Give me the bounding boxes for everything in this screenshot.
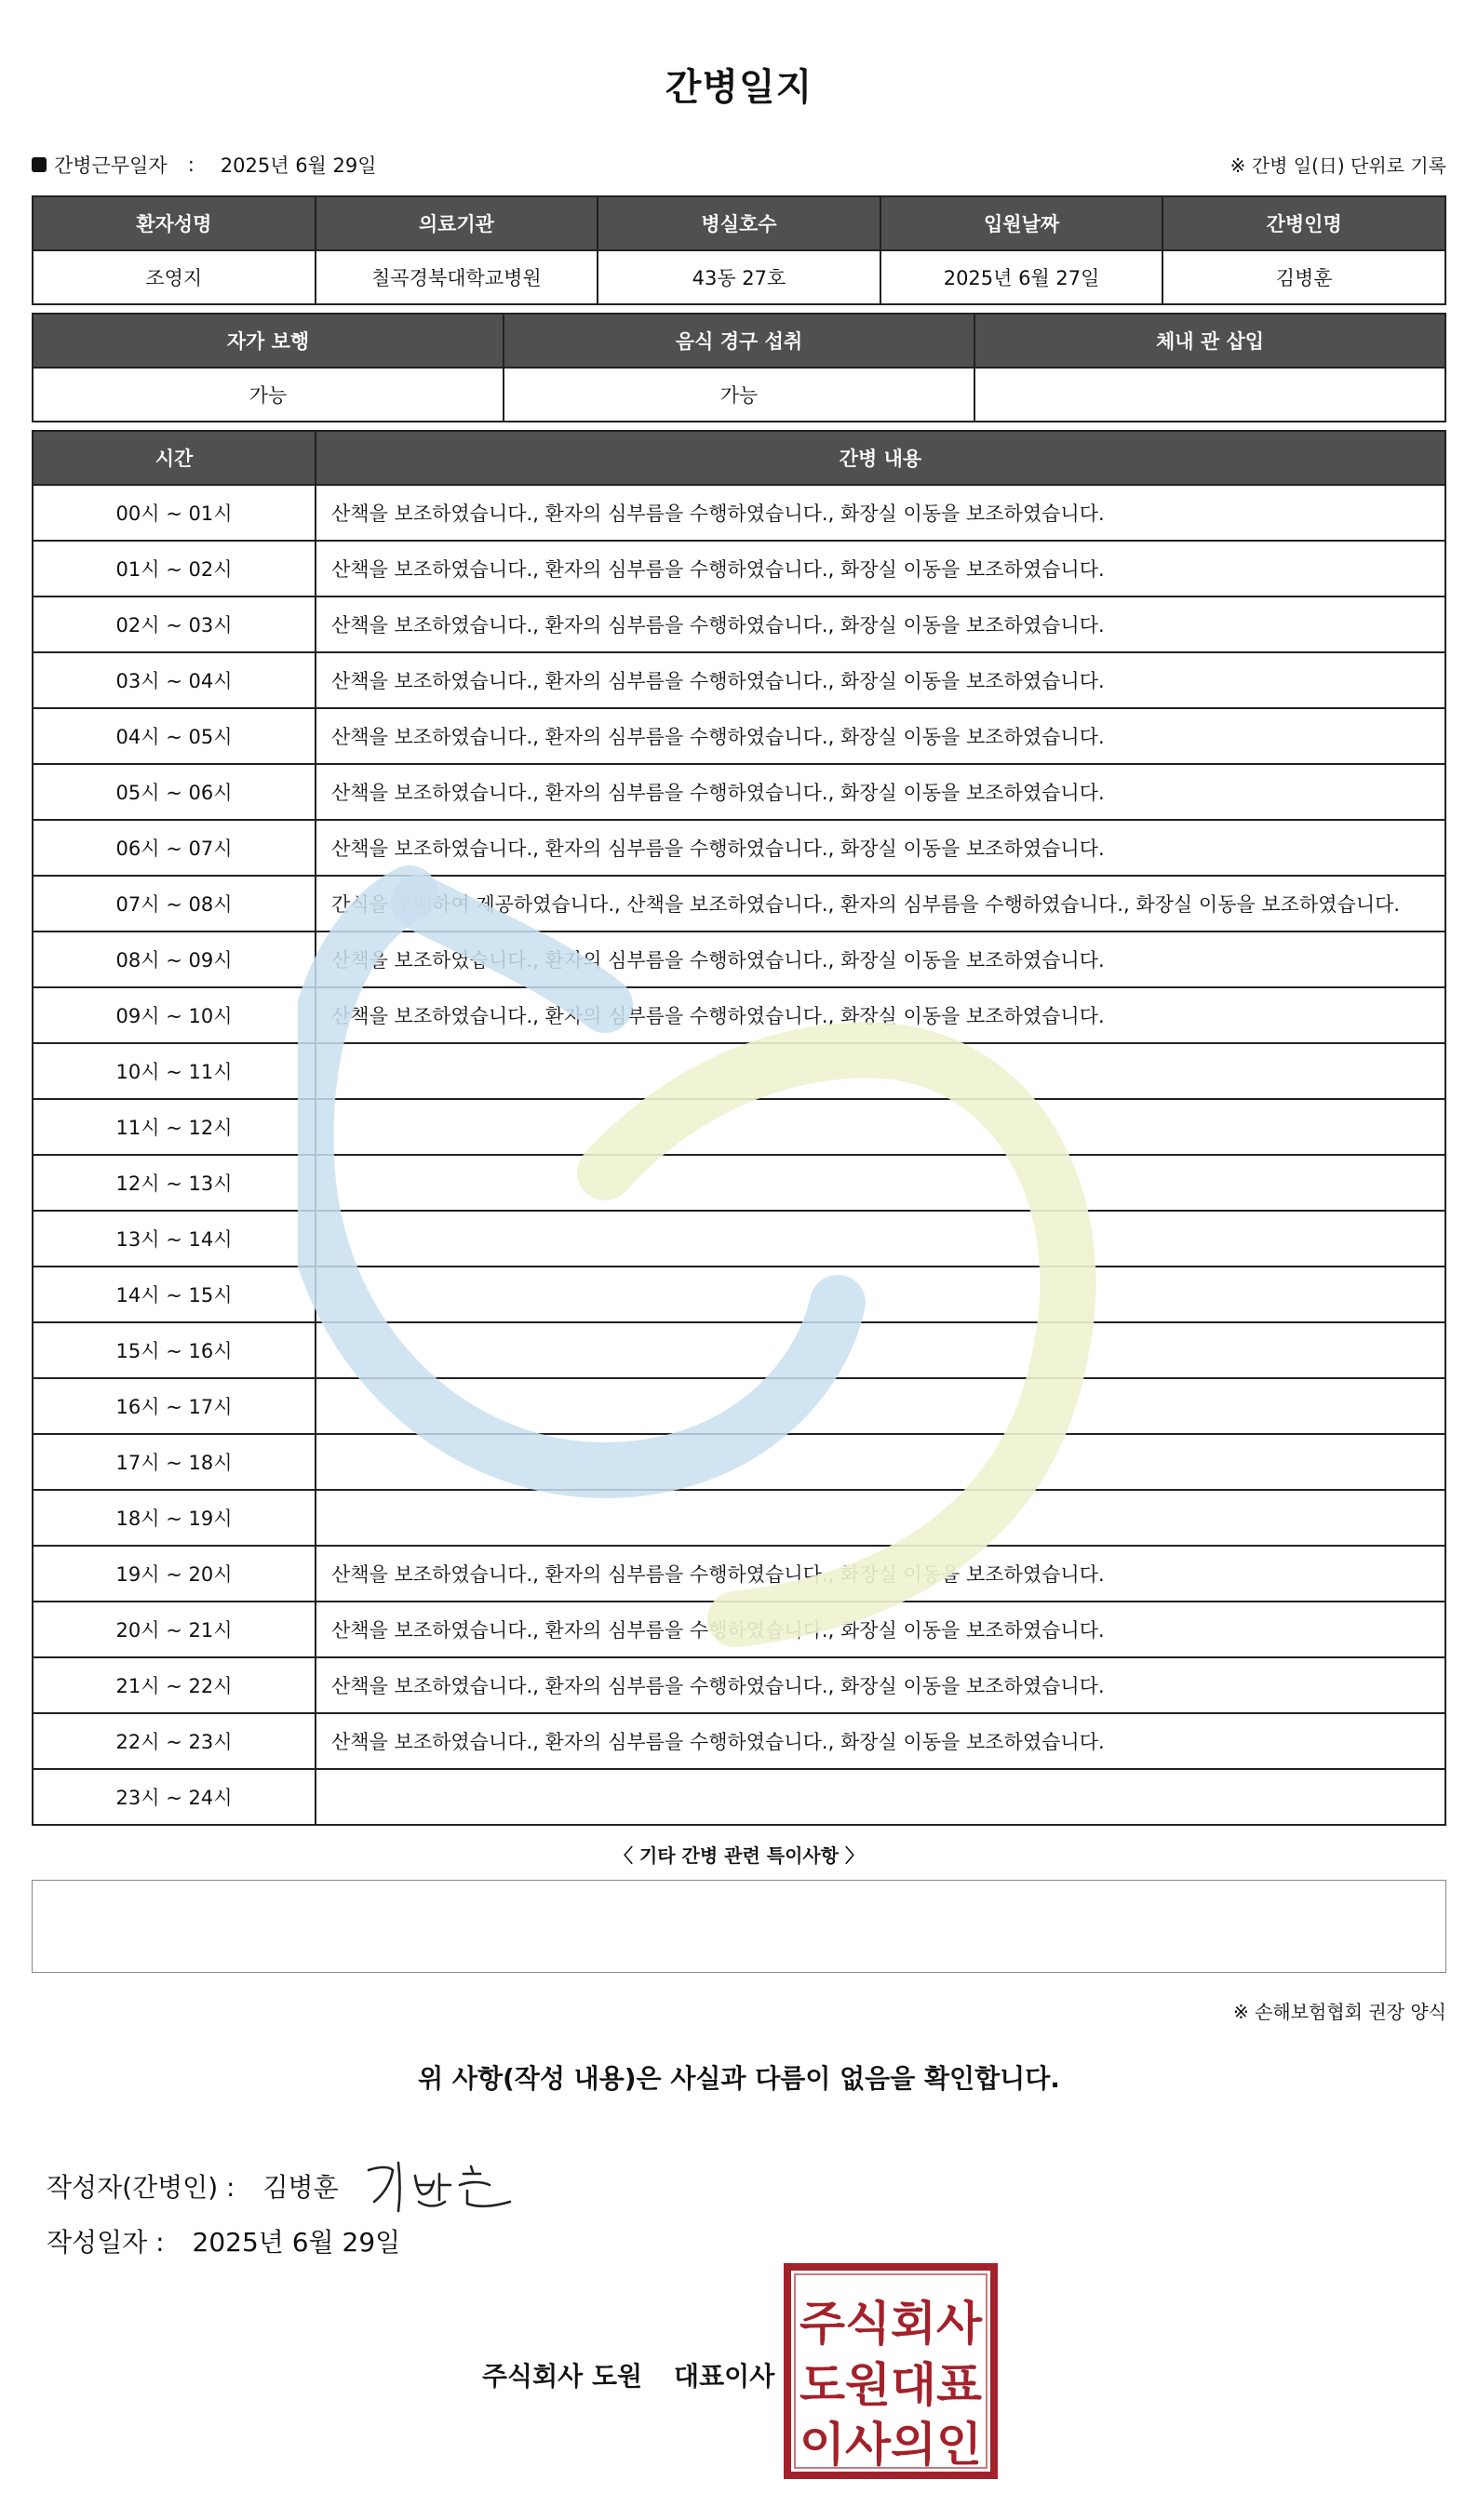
log-content-cell: 산책을 보조하였습니다., 환자의 심부름을 수행하였습니다., 화장실 이동을 보조하였습니다. (316, 932, 1445, 987)
log-row (33, 1713, 1445, 1769)
work-date-separator: : (187, 154, 195, 176)
document-title: 간병일지 (665, 66, 813, 109)
log-time-cell: 06시 ~ 07시 (33, 820, 316, 876)
log-content-cell: 산책을 보조하였습니다., 환자의 심부름을 수행하였습니다., 화장실 이동을 보조하였습니다. (316, 652, 1445, 708)
log-row (33, 1546, 1445, 1602)
log-content-cell: 산책을 보조하였습니다., 환자의 심부름을 수행하였습니다., 화장실 이동을 보조하였습니다. (316, 1713, 1445, 1769)
log-time-cell: 17시 ~ 18시 (33, 1434, 316, 1490)
log-content-cell (316, 1099, 1445, 1155)
patient-value-row (33, 250, 1445, 304)
log-time-cell: 09시 ~ 10시 (33, 987, 316, 1043)
hospital-name: 칠곡경북대학교병원 (316, 250, 598, 304)
log-content-cell (316, 1267, 1445, 1322)
written-date-value: 2025년 6월 29일 (192, 2227, 401, 2258)
log-content-cell (316, 1378, 1445, 1434)
log-content-cell: 산책을 보조하였습니다., 환자의 심부름을 수행하였습니다., 화장실 이동을 보조하였습니다. (316, 485, 1445, 541)
special-notes-title: 〈 기타 간병 관련 특이사항 〉 (613, 1844, 864, 1867)
log-time-cell: 13시 ~ 14시 (33, 1211, 316, 1267)
log-row (33, 1043, 1445, 1099)
log-content-cell: 산책을 보조하였습니다., 환자의 심부름을 수행하였습니다., 화장실 이동을 보조하였습니다. (316, 596, 1445, 652)
log-time-cell: 03시 ~ 04시 (33, 652, 316, 708)
log-time-cell: 05시 ~ 06시 (33, 764, 316, 820)
patient-header-row (33, 196, 1445, 250)
company-title: 대표이사 (674, 2361, 775, 2392)
oral-intake-value: 가능 (504, 368, 974, 422)
log-content-cell (316, 1434, 1445, 1490)
log-time-cell: 01시 ~ 02시 (33, 541, 316, 596)
header-hospital: 의료기관 (316, 196, 598, 250)
patient-name: 조영지 (33, 250, 316, 304)
log-row (33, 820, 1445, 876)
log-time-cell: 07시 ~ 08시 (33, 876, 316, 932)
log-body (33, 485, 1445, 1825)
header-room: 병실호수 (598, 196, 880, 250)
patient-info-table (32, 195, 1446, 305)
log-content-cell: 산책을 보조하였습니다., 환자의 심부름을 수행하였습니다., 화장실 이동을 보조하였습니다. (316, 987, 1445, 1043)
log-time-cell: 00시 ~ 01시 (33, 485, 316, 541)
log-time-cell: 14시 ~ 15시 (33, 1267, 316, 1322)
log-row (33, 485, 1445, 541)
log-row (33, 652, 1445, 708)
admission-date: 2025년 6월 27일 (880, 250, 1163, 304)
header-admission-date: 입원날짜 (880, 196, 1163, 250)
log-content-cell: 산책을 보조하였습니다., 환자의 심부름을 수행하였습니다., 화장실 이동을 보조하였습니다. (316, 708, 1445, 764)
record-unit-note: ※ 간병 일(日) 단위로 기록 (1229, 154, 1446, 177)
header-care-content: 간병 내용 (316, 431, 1445, 485)
log-header-row (33, 431, 1445, 485)
company-signature-line (482, 2356, 774, 2393)
log-content-cell: 산책을 보조하였습니다., 환자의 심부름을 수행하였습니다., 화장실 이동을 보조하였습니다. (316, 764, 1445, 820)
log-content-cell: 산책을 보조하였습니다., 환자의 심부름을 수행하였습니다., 화장실 이동을 보조하였습니다. (316, 541, 1445, 596)
log-content-cell: 산책을 보조하였습니다., 환자의 심부름을 수행하였습니다., 화장실 이동을 보조하였습니다. (316, 1602, 1445, 1657)
log-content-cell: 간식을 구매하여 제공하였습니다., 산책을 보조하였습니다., 환자의 심부름을 수행하였습니다., 화장실 이동을 보조하였습니다. (316, 876, 1445, 932)
written-date-label: 작성일자 : (47, 2227, 165, 2258)
writer-row (47, 2153, 519, 2218)
meta-row (32, 151, 1446, 182)
header-self-walking: 자가 보행 (33, 314, 504, 368)
log-time-cell: 16시 ~ 17시 (33, 1378, 316, 1434)
log-time-cell: 21시 ~ 22시 (33, 1657, 316, 1713)
log-row (33, 541, 1445, 596)
log-row (33, 708, 1445, 764)
status-header-row (33, 314, 1445, 368)
status-value-row (33, 368, 1445, 422)
writer-name: 김병훈 (262, 2172, 339, 2203)
log-row (33, 1322, 1445, 1378)
log-row (33, 1211, 1445, 1267)
confirmation-statement: 위 사항(작성 내용)은 사실과 다름이 없음을 확인합니다. (418, 2063, 1060, 2094)
log-row (33, 1490, 1445, 1546)
handwritten-signature (361, 2153, 519, 2218)
log-row (33, 876, 1445, 932)
log-content-cell (316, 1155, 1445, 1211)
seal-line-1: 주식회사 (799, 2297, 983, 2351)
log-row (33, 1267, 1445, 1322)
log-row (33, 932, 1445, 987)
patient-status-table (32, 313, 1446, 422)
caregiver-name: 김병훈 (1162, 250, 1445, 304)
log-row (33, 1155, 1445, 1211)
header-time: 시간 (33, 431, 316, 485)
log-content-cell (316, 1322, 1445, 1378)
log-time-cell: 11시 ~ 12시 (33, 1099, 316, 1155)
log-time-cell: 23시 ~ 24시 (33, 1769, 316, 1825)
log-time-cell: 20시 ~ 21시 (33, 1602, 316, 1657)
log-time-cell: 02시 ~ 03시 (33, 596, 316, 652)
log-content-cell: 산책을 보조하였습니다., 환자의 심부름을 수행하였습니다., 화장실 이동을 보조하였습니다. (316, 1546, 1445, 1602)
log-content-cell (316, 1769, 1445, 1825)
header-caregiver: 간병인명 (1162, 196, 1445, 250)
log-row (33, 1099, 1445, 1155)
bullet-square-icon (32, 157, 47, 172)
log-row (33, 987, 1445, 1043)
log-time-cell: 08시 ~ 09시 (33, 932, 316, 987)
log-content-cell (316, 1490, 1445, 1546)
care-log-table (32, 430, 1446, 1826)
log-row (33, 1434, 1445, 1490)
work-date-label: 간병근무일자 (54, 154, 168, 177)
log-time-cell: 12시 ~ 13시 (33, 1155, 316, 1211)
room-number: 43동 27호 (598, 250, 880, 304)
log-row (33, 1657, 1445, 1713)
log-row (33, 1378, 1445, 1434)
work-date-info (32, 151, 377, 179)
log-time-cell: 18시 ~ 19시 (33, 1490, 316, 1546)
log-row (33, 764, 1445, 820)
tube-insertion-value (974, 368, 1445, 422)
log-time-cell: 04시 ~ 05시 (33, 708, 316, 764)
log-content-cell (316, 1043, 1445, 1099)
log-content-cell: 산책을 보조하였습니다., 환자의 심부름을 수행하였습니다., 화장실 이동을 보조하였습니다. (316, 820, 1445, 876)
header-patient-name: 환자성명 (33, 196, 316, 250)
work-date-value: 2025년 6월 29일 (220, 154, 377, 177)
written-date-row (47, 2222, 400, 2259)
log-time-cell: 19시 ~ 20시 (33, 1546, 316, 1602)
log-row (33, 1769, 1445, 1825)
log-content-cell (316, 1211, 1445, 1267)
log-time-cell: 15시 ~ 16시 (33, 1322, 316, 1378)
self-walking-value: 가능 (33, 368, 504, 422)
header-tube-insertion: 체내 관 삽입 (974, 314, 1445, 368)
form-source-note: ※ 손해보험협회 권장 양식 (1232, 2001, 1446, 2023)
seal-line-3: 이사의인 (799, 2418, 982, 2472)
log-row (33, 1602, 1445, 1657)
company-seal-stamp (784, 2263, 998, 2479)
header-oral-intake: 음식 경구 섭취 (504, 314, 974, 368)
writer-label: 작성자(간병인) : (47, 2172, 235, 2203)
special-notes-box (32, 1880, 1446, 1973)
log-time-cell: 22시 ~ 23시 (33, 1713, 316, 1769)
company-name: 주식회사 도원 (482, 2361, 643, 2392)
log-row (33, 596, 1445, 652)
seal-line-2: 도원대표 (799, 2358, 983, 2412)
log-content-cell: 산책을 보조하였습니다., 환자의 심부름을 수행하였습니다., 화장실 이동을 보조하였습니다. (316, 1657, 1445, 1713)
log-time-cell: 10시 ~ 11시 (33, 1043, 316, 1099)
